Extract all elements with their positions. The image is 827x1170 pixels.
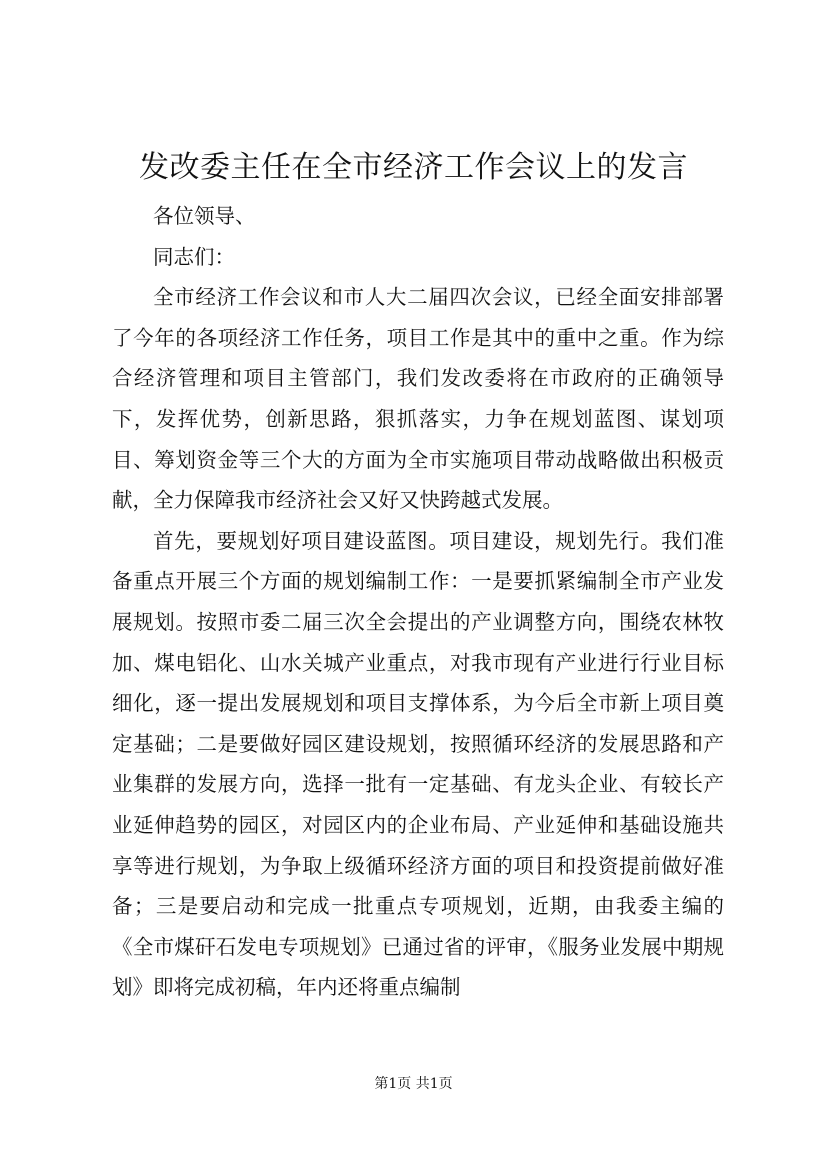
page-footer: 第1页 共1页	[374, 1076, 453, 1092]
salutation-line-2: 同志们：	[153, 244, 235, 269]
document-title: 发改委主任在全市经济工作会议上的发言	[139, 150, 688, 185]
paragraph-1: 全市经济工作会议和市人大二届四次会议，已经全面安排部署了今年的各项经济工作任务，项目工作是其中的重中之重。作为综合经济管理和项目主管部门，我们发改委将在市政府的正确领导下，发挥优势，创新思路，狠抓落实，力争在规划蓝图、谋划项目、筹划资金等三个大的方面为全市实施项目带动战略做出积极贡献，全力保障我市经济社会又好又快跨越式发展。	[112, 285, 724, 513]
document-body	[112, 196, 724, 1008]
salutation-line-1: 各位领导、	[153, 204, 256, 228]
paragraph-2: 首先，要规划好项目建设蓝图。项目建设，规划先行。我们准备重点开展三个方面的规划编制工作：一是要抓紧编制全市产业发展规划。按照市委二届三次全会提出的产业调整方向，围绕农林牧加、煤电铝化、山水关城产业重点，对我市现有产业进行行业目标细化，逐一提出发展规划和项目支撑体系，为今后全市新上项目奠定基础；二是要做好园区建设规划，按照循环经济的发展思路和产业集群的发展方向，选择一批有一定基础、有龙头企业、有较长产业延伸趋势的园区，对园区内的企业布局、产业延伸和基础设施共享等进行规划，为争取上级循环经济方面的项目和投资提前做好准备；三是要启动和完成一批重点专项规划，近期，由我委主编的《全市煤矸石发电专项规划》已通过省的评审，《服务业发展中期规划》即将完成初稿，年内还将重点编制	[112, 528, 724, 1000]
